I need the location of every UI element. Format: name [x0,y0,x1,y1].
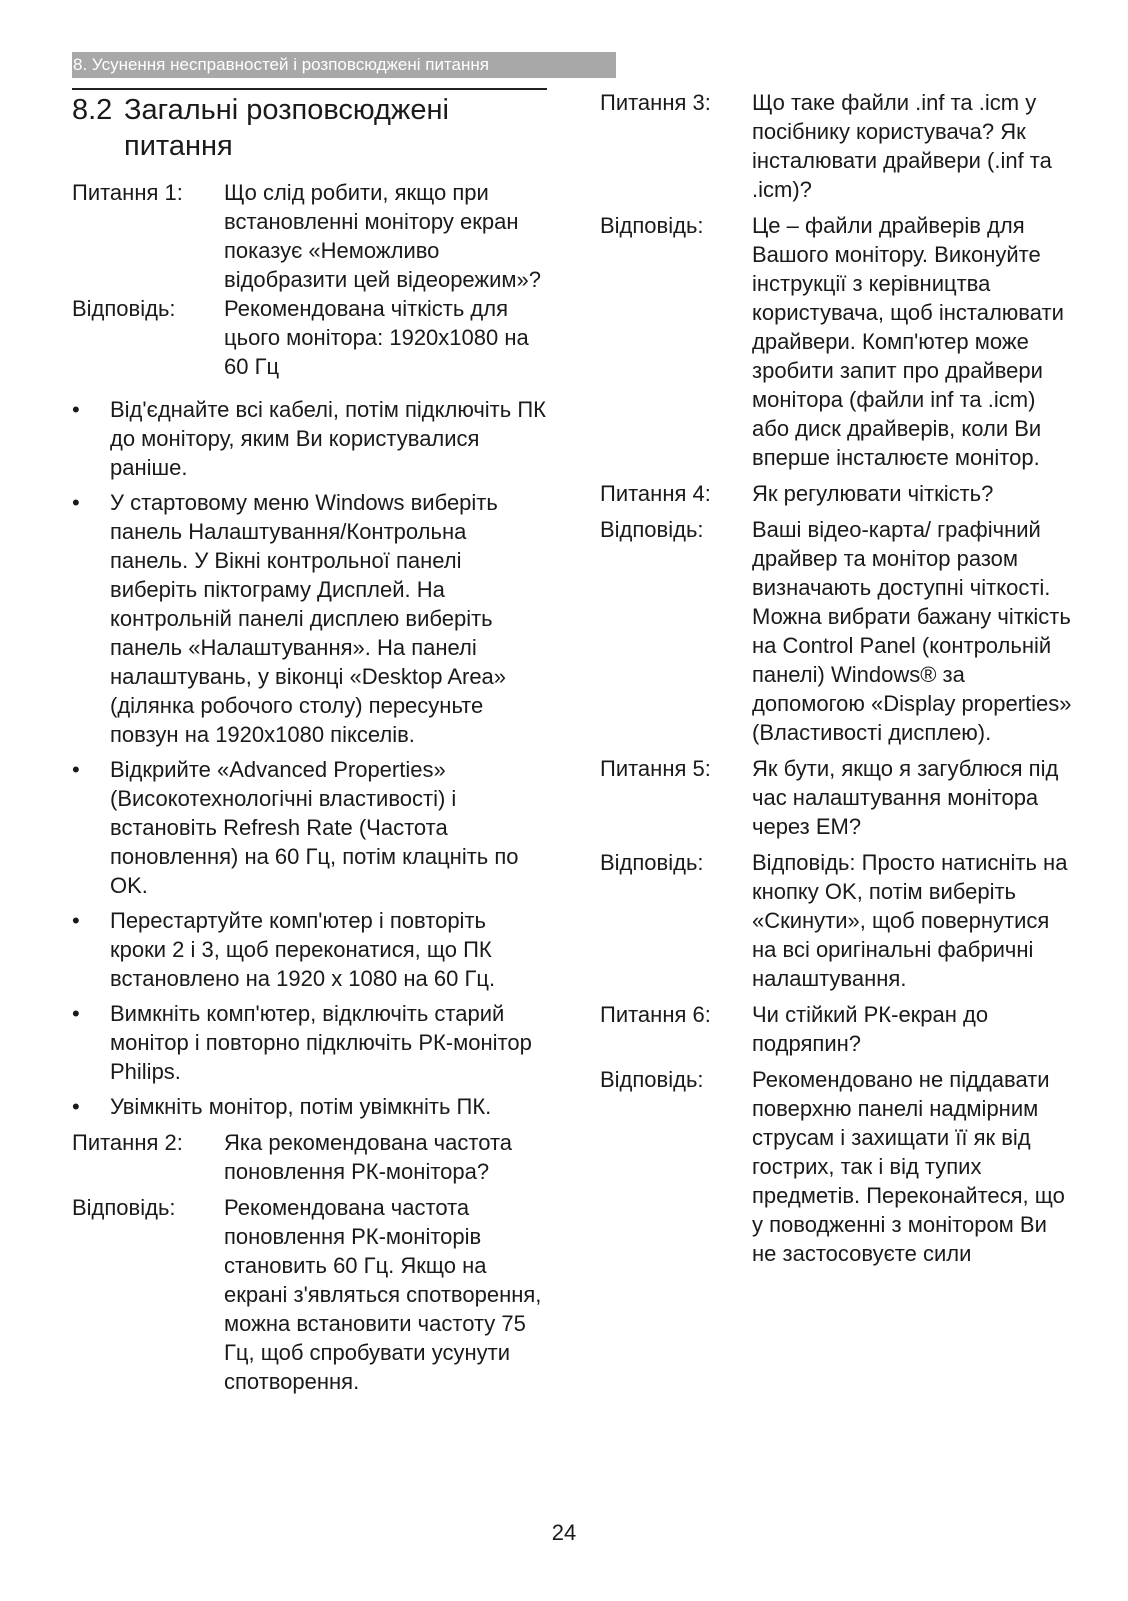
question-5 [600,754,1075,841]
question-label: Питання 6: [600,1002,711,1027]
question-label: Питання 4: [600,481,711,506]
question-text: Як регулювати чіткість? [752,481,994,506]
list-item [72,999,547,1086]
question-text: Що слід робити, якщо при встановленні монітору екран показує «Неможливо відобразити цей відеорежим»? [224,180,542,292]
answer-text: Ваші відео-карта/ графічний драйвер та монітор разом визначають доступні чіткості. Можна вибрати бажану чіткість на Control Panel (контрольній панелі) Windows® за допомогою «Display properties» (Властивості дисплею). [752,517,1072,745]
answer-text: Рекомендована частота поновлення РК-моніторів становить 60 Гц. Якщо на екрані з'являться спотворення, можна встановити частоту 75 Гц, щоб спробувати усунути спотворення. [224,1195,542,1394]
list-item [72,755,547,900]
bullet-icon: • [72,1094,80,1119]
page-number: 24 [551,1520,577,1545]
bullet-icon: • [72,908,80,933]
list-item [72,488,547,749]
answer-label: Відповідь: [600,850,704,875]
answer-5 [600,848,1075,993]
answer-label: Відповідь: [600,1067,704,1092]
question-label: Питання 5: [600,756,711,781]
question-6 [600,1000,1075,1058]
answer-1 [72,294,547,381]
answer-label: Відповідь: [600,517,704,542]
answer-3 [600,211,1075,472]
bullet-icon: • [72,757,80,782]
list-item-text: У стартовому меню Windows виберіть панель Налаштування/Контрольна панель. У Вікні контрольної панелі виберіть піктограму Дисплей. На контрольній панелі дисплею виберіть панель «Налаштування». На панелі налаштувань, у віконці «Desktop Area» (ділянка робочого столу) пересуньте повзун на 1920x1080 пікселів. [110,490,507,747]
list-item-text: Від'єднайте всі кабелі, потім підключіть ПК до монітору, яким Ви користувалися раніше. [110,397,546,480]
answer-label: Відповідь: [600,213,704,238]
question-text: Яка рекомендована частота поновлення РК-монітора? [224,1130,513,1184]
answer-label: Відповідь: [72,1195,176,1220]
list-item [72,1092,547,1121]
left-column [72,88,547,1396]
list-item-text: Вимкніть комп'ютер, відключіть старий монітор і повторно підключіть РК-монітор Philips. [110,1001,532,1084]
bullet-icon: • [72,490,80,515]
question-4 [600,479,1075,508]
question-text: Чи стійкий РК-екран до подряпин? [752,1002,989,1056]
steps-list [72,395,547,1121]
answer-2 [72,1193,547,1396]
answer-4 [600,515,1075,747]
question-label: Питання 1: [72,180,183,205]
list-item-text: Відкрийте «Advanced Properties» (Високотехнологічні властивості) і встановіть Refresh Rate (Частота поновлення) на 60 Гц, потім клацніть по OK. [110,757,519,898]
answer-text: Це – файли драйверів для Вашого монітору. Виконуйте інструкції з керівництва користувача, щоб інсталювати драйвери. Комп'ютер може зробити запит про драйвери монітора (файли inf та .icm) або диск драйверів, коли Ви вперше інсталюєте монітор. [752,213,1064,470]
list-item [72,906,547,993]
question-text: Як бути, якщо я загублюся під час налаштування монітора через ЕМ? [752,756,1059,839]
question-label: Питання 3: [600,90,711,115]
chapter-header: 8. Усунення несправностей і розповсюджені питання [72,52,616,78]
section-number: 8.2 [72,94,113,126]
bullet-icon: • [72,397,80,422]
question-2 [72,1128,547,1186]
question-text: Що таке файли .inf та .icm у посібнику користувача? Як інсталювати драйвери (.inf та .icm)? [752,90,1052,202]
list-item-text: Перестартуйте комп'ютер і повторіть кроки 2 і 3, щоб переконатися, що ПК встановлено на 1920 x 1080 на 60 Гц. [110,908,496,991]
answer-text: Рекомендована чіткість для цього монітора: 1920x1080 на 60 Гц [224,296,529,379]
list-item [72,395,547,482]
bullet-icon: • [72,1001,80,1026]
question-1 [72,178,547,294]
list-item-text: Увімкніть монітор, потім увімкніть ПК. [110,1094,492,1119]
answer-text: Рекомендовано не піддавати поверхню панелі надмірним струсам і захищати її як від гострих, так і від тупих предметів. Переконайтеся, що у поводженні з монітором Ви не застосовуєте сили [752,1067,1065,1266]
question-label: Питання 2: [72,1130,183,1155]
answer-label: Відповідь: [72,296,176,321]
section-title [72,88,547,164]
answer-text: Відповідь: Просто натисніть на кнопку OK, потім виберіть «Скинути», щоб повернутися на всі оригінальні фабричні налаштування. [752,850,1068,991]
question-3 [600,88,1075,204]
answer-6 [600,1065,1075,1268]
section-title-text: Загальні розповсюджені питання [124,94,449,162]
right-column [600,88,1075,1268]
